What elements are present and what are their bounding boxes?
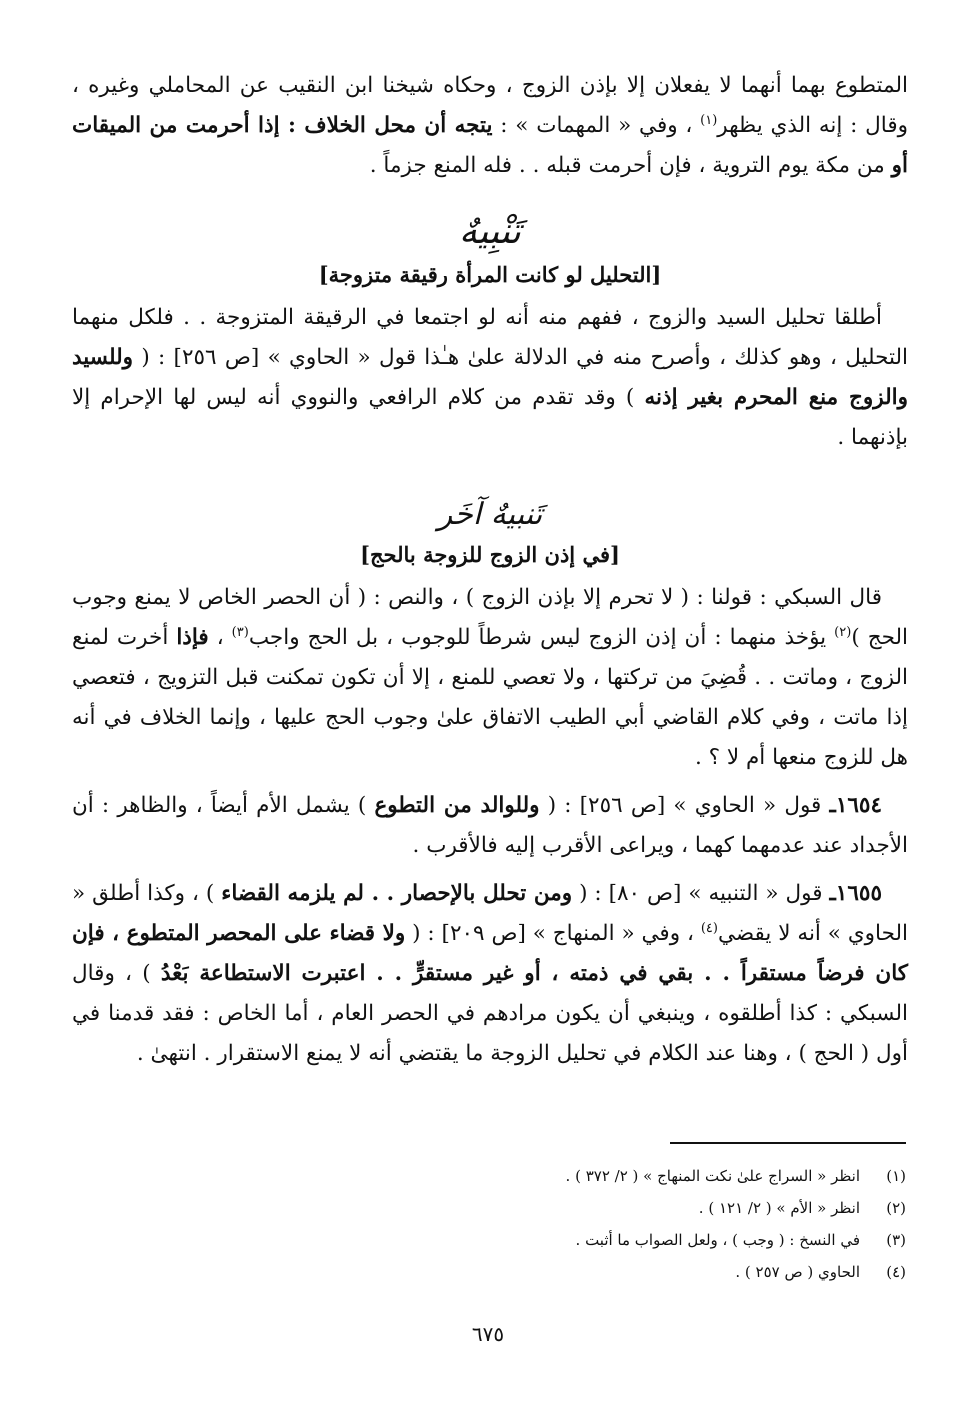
page-body — [72, 66, 908, 1074]
text-run: قول « التنبيه » [ص ٨٠] : ( — [572, 881, 830, 906]
footnote-item — [346, 1192, 906, 1224]
section-title: [التحليل لو كانت المرأة رقيقة متزوجة] — [318, 262, 662, 287]
footnote-ref[interactable]: (٢) — [834, 624, 852, 640]
bold-quote: يتجه أن محل الخلاف : إذا أحرمت من الميقات أو — [72, 113, 908, 178]
section1-paragraph — [72, 298, 908, 458]
bold-quote: وللوالد من التطوع — [374, 793, 540, 818]
footnote-ref[interactable]: (١) — [700, 112, 718, 128]
text-run: ، وفي « المنهاج » [ص ٢٠٩] : ( — [405, 921, 701, 946]
section2-paragraph — [72, 578, 908, 778]
footnote-number: (٣) — [886, 1231, 906, 1249]
text-line: المتطوع بهما أنهما لا يفعلان إلا بإذن الزوج ، وحكاه شيخنا ابن النقيب عن المحاملي وغيره ، — [72, 73, 908, 98]
item-1655 — [72, 874, 908, 1074]
footnote-text: انظر « الأم » ( ٢/ ١٢١ ) . — [698, 1199, 860, 1217]
footnote-item — [346, 1256, 906, 1288]
section-ornament-heading: تَنْبِيهٌ — [459, 211, 521, 252]
footnote-number: (٢) — [886, 1199, 906, 1217]
item-number: ١٦٥٤ـ — [829, 793, 883, 818]
footnotes — [346, 1160, 906, 1288]
footnote-text: انظر « السراج علىٰ نكت المنهاج » ( ٢/ ٣٧٢ ) . — [565, 1167, 860, 1185]
item-1654 — [72, 786, 908, 866]
footnote-divider — [670, 1142, 906, 1144]
footnote-item — [346, 1224, 906, 1256]
text-run: يؤخذ منهما : أن إذن الزوج ليس شرطاً للوجوب ، بل الحج واجب — [248, 625, 835, 650]
text-run: أطلقا تحليل السيد والزوج ، ففهم منه أنه لو اجتمعا في الرقيقة المتزوجة . . فلكل منهما التحليل ، وهو كذلك ، وأصرح منه في الدلالة علىٰ هـٰذا قول « الحاوي » [ص ٢٥٦] : ( — [72, 305, 908, 370]
footnote-item — [346, 1160, 906, 1192]
text-run: قال السبكي : قولنا : ( لا تحرم إلا بإذن الزوج ) ، والنص : ( أن الحصر الخاص لا يمنع وجوب الحج ) — [72, 585, 908, 650]
footnote-ref[interactable]: (٤) — [700, 920, 718, 936]
text-line: من مكة يوم التروية ، فإن أحرمت قبله . . فله المنع جزماً . — [369, 153, 885, 178]
footnote-text: في النسخ : ( وجب ) ، ولعل الصواب ما أثبت . — [575, 1231, 860, 1249]
bold-word: فإذا — [176, 625, 209, 650]
footnote-number: (٤) — [886, 1263, 906, 1281]
footnote-ref[interactable]: (٣) — [231, 624, 249, 640]
text-run: ) ، وقال السبكي : كذا أطلقوه ، وينبغي أن يكون مرادهم في الحصر العام ، أما الخاص : فقد قدمنا في أول ( الحج ) ، وهنا عند الكلام في تحليل الزوجة ما يقتضي أنه لا يمنع الاستقرار . انتهىٰ . — [72, 961, 908, 1066]
page-number: ٦٧٥ — [471, 1322, 505, 1346]
text-line: ، وفي « المهمات » : — [492, 113, 701, 138]
section-ornament-heading-2: تَنبيهٌ آخَر — [437, 497, 543, 532]
bold-quote: ومن تحلل بالإحصار . . لم يلزمه القضاء — [221, 881, 573, 906]
text-run: ) يشمل الأم أيضاً ، والظاهر : أن الأجداد عند عدمهما كهما ، ويراعى الأقرب إليه فالأقرب . — [72, 793, 908, 858]
text-line: وقال : إنه الذي يظهر — [717, 113, 908, 138]
bold-quote: وللسيد والزوج منع المحرم بغير إذنه — [72, 345, 908, 410]
opening-paragraph — [72, 66, 908, 186]
text-run: ) وقد تقدم من كلام الرافعي والنووي أنه ليس لها الإحرام إلا بإذنهما . — [72, 385, 908, 450]
item-number: ١٦٥٥ـ — [829, 881, 882, 906]
text-run: ، — [208, 625, 232, 650]
footnote-text: الحاوي ( ص ٢٥٧ ) . — [735, 1263, 860, 1281]
footnote-number: (١) — [886, 1167, 906, 1185]
bold-quote: ولا قضاء على المحصر المتطوع ، فإن كان فرضاً مستقراً . . بقي في ذمته ، أو غير مستقرٍّ . . اعتبرت الاستطاعة بَعْدُ — [72, 921, 908, 986]
section-title-2: [في إذن الزوج للزوجة بالحج] — [360, 542, 620, 567]
text-run: ) ، وكذا أطلق « الحاوي » أنه لا يقضي — [72, 881, 908, 946]
text-run: أخرت لمنع الزوج ، وماتت . . قُضِيَ من تركتها ، ولا تعصي للمنع ، إلا أن تكون تمكنت قبل التزويج ، فتعصي إذا ماتت ، وفي كلام القاضي أبي الطيب الاتفاق علىٰ وجوب الحج عليها ، وإنما الخلاف في أنه هل للزوج منعها أم لا ؟ . — [72, 625, 908, 770]
text-run: قول « الحاوي » [ص ٢٥٦] : ( — [539, 793, 830, 818]
